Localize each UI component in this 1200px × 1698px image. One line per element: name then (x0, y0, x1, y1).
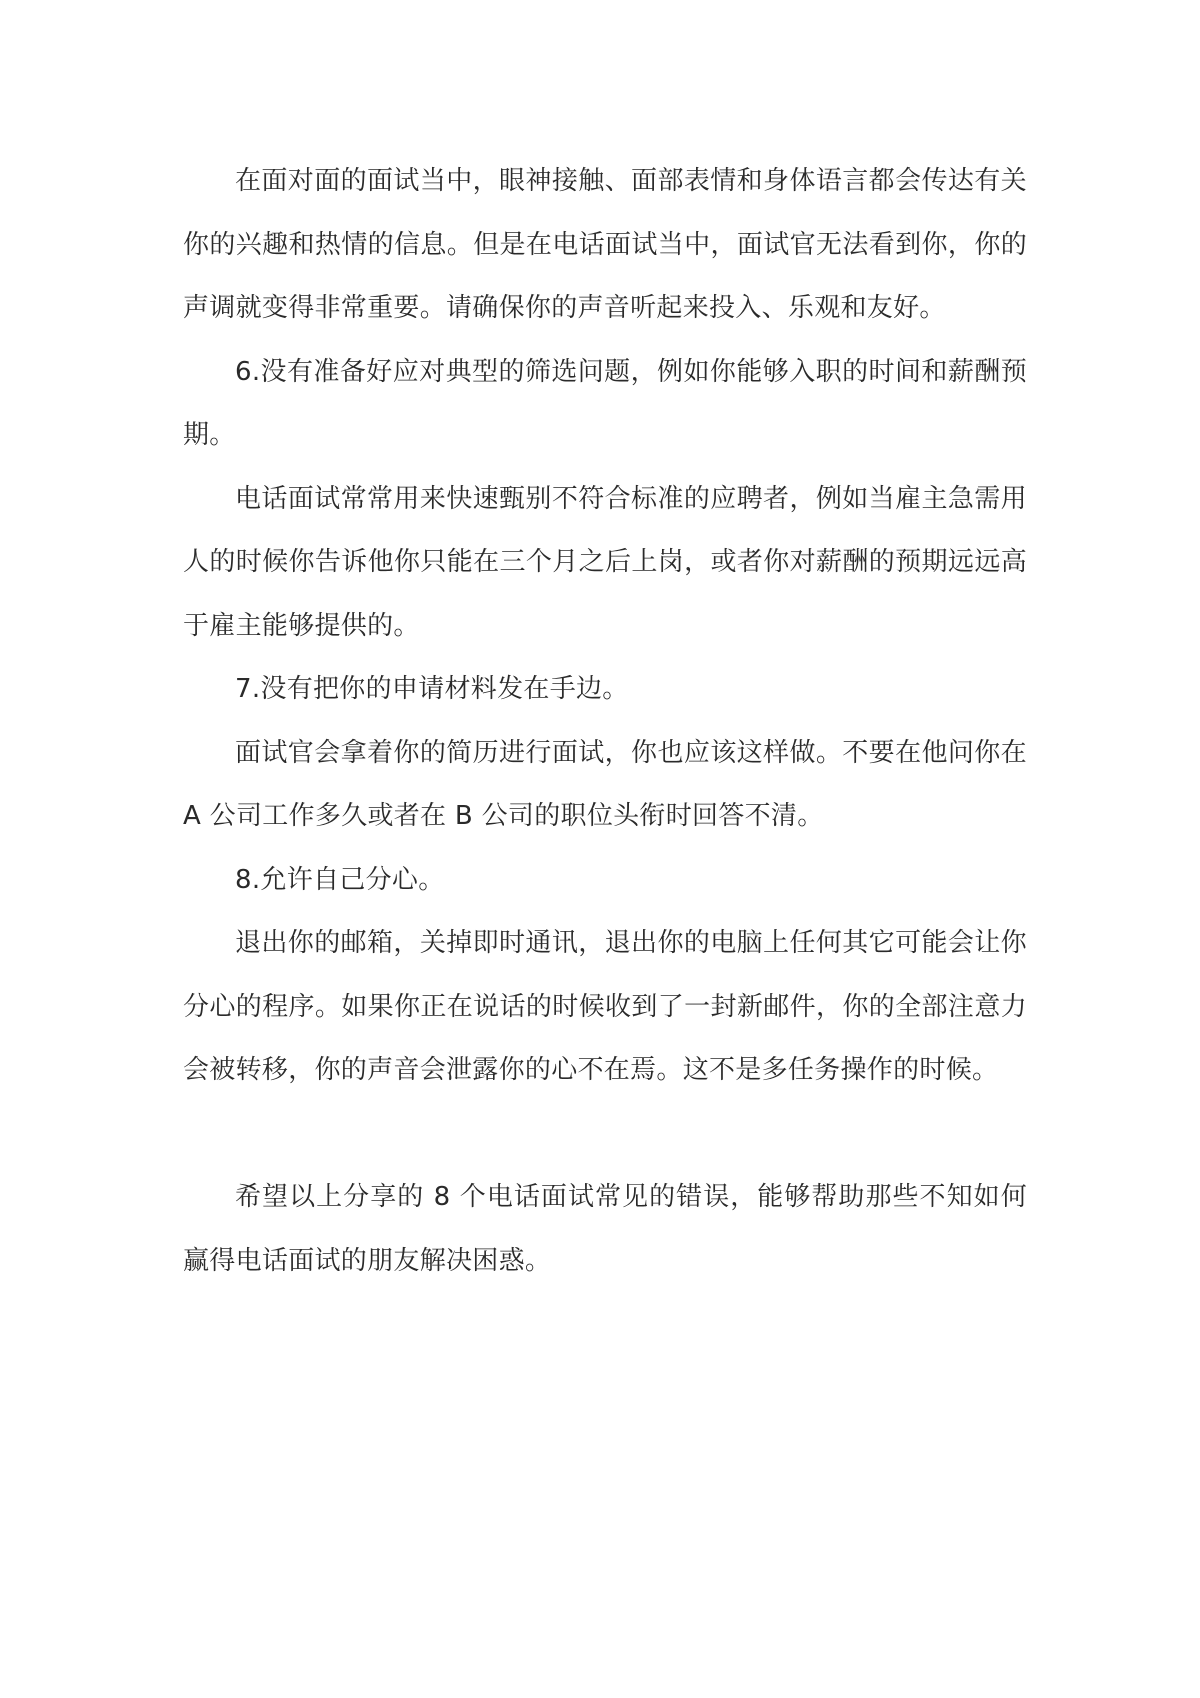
paragraph-voice-tone: 在面对面的面试当中，眼神接触、面部表情和身体语言都会传达有关你的兴趣和热情的信息。但是在电话面试当中，面试官无法看到你，你的声调就变得非常重要。请确保你的声音听起来投入、乐观和友好。 (183, 166, 1027, 323)
paragraph-resume: 面试官会拿着你的简历进行面试，你也应该这样做。不要在他问你在 A 公司工作多久或者在 B 公司的职位头衔时回答不清。 (183, 737, 1027, 831)
paragraph-spacer (183, 1103, 1027, 1167)
paragraph-screening: 电话面试常常用来快速甄别不符合标准的应聘者，例如当雇主急需用人的时候你告诉他你只能在三个月之后上岗，或者你对薪酬的预期远远高于雇主能够提供的。 (183, 483, 1027, 641)
heading-point-7: 7.没有把你的申请材料发在手边。 (235, 674, 629, 704)
heading-point-8: 8.允许自己分心。 (235, 864, 445, 895)
heading-point-6: 6.没有准备好应对典型的筛选问题，例如你能够入职的时间和薪酬预期。 (183, 356, 1027, 450)
closing-paragraph: 希望以上分享的 8 个电话面试常见的错误，能够帮助那些不知如何赢得电话面试的朋友解决困惑。 (183, 1182, 1027, 1276)
document-body (183, 150, 1027, 1293)
paragraph-distraction: 退出你的邮箱，关掉即时通讯，退出你的电脑上任何其它可能会让你分心的程序。如果你正在说话的时候收到了一封新邮件，你的全部注意力会被转移，你的声音会泄露你的心不在焉。这不是多任务操作的时候。 (183, 928, 1027, 1085)
